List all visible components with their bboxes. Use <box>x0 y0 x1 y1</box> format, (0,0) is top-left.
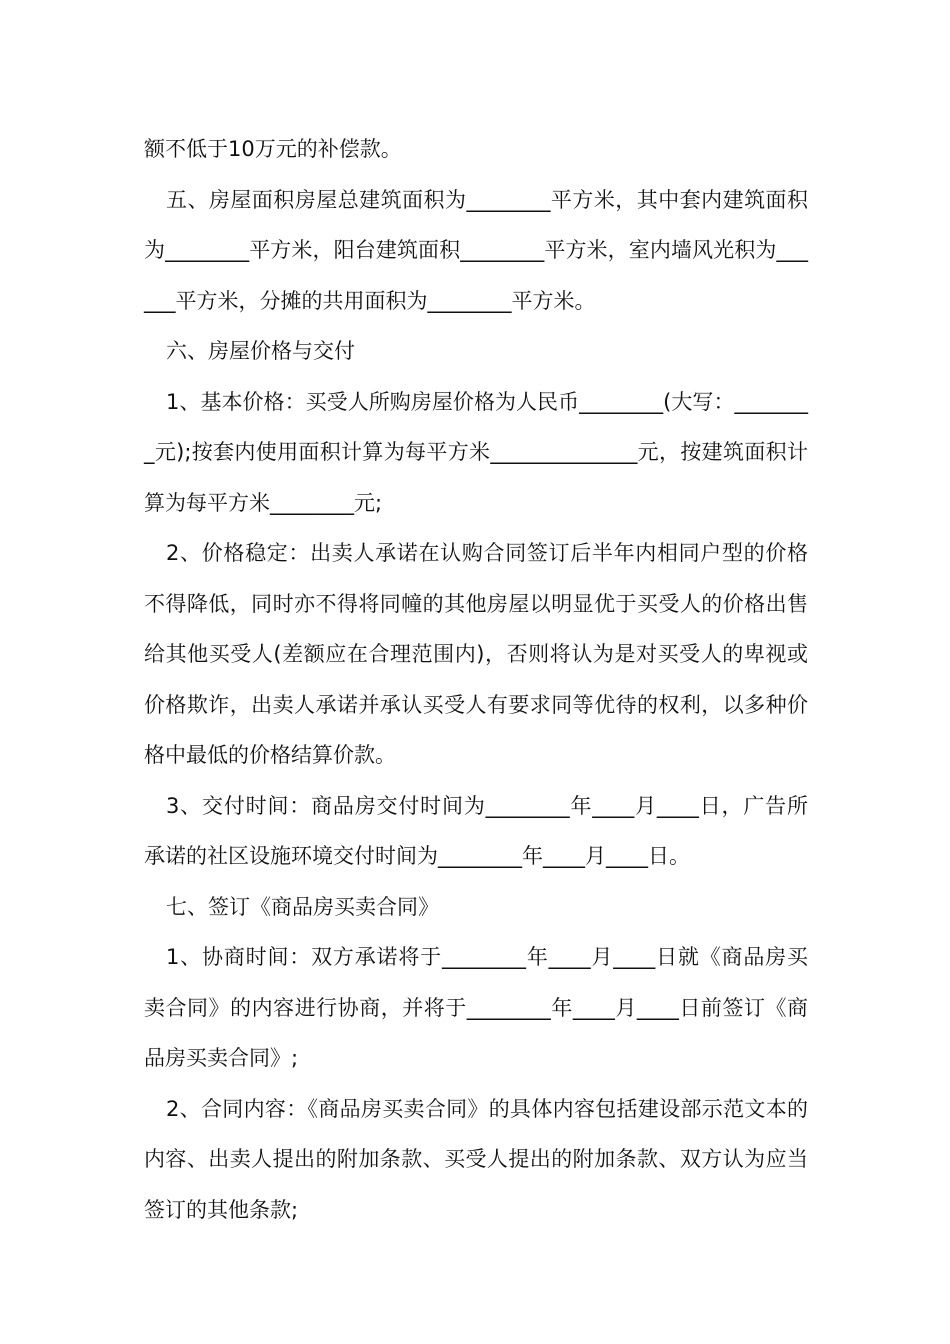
paragraph-basic-price: 1、基本价格：买受人所购房屋价格为人民币________(大写：________元);按套内使用面积计算为每平方米______________元，按建筑面积计算为每平方米________元; <box>144 389 808 515</box>
document-body <box>144 124 808 1235</box>
paragraph-compensation: 额不低于10万元的补偿款。 <box>144 137 402 161</box>
heading-section-7-signing: 七、签订《商品房买卖合同》 <box>166 894 439 919</box>
paragraph-section-5-area: 五、房屋面积房屋总建筑面积为________平方米，其中套内建筑面积为________平方米，阳台建筑面积________平方米，室内墙风光积为______平方米，分摊的共用面积为________平方米。 <box>144 187 808 313</box>
paragraph-delivery-time: 3、交付时间：商品房交付时间为________年____月____日，广告所承诺的社区设施环境交付时间为________年____月____日。 <box>144 793 808 868</box>
heading-section-6-price-delivery: 六、房屋价格与交付 <box>166 339 355 363</box>
paragraph-negotiation-time: 1、协商时间：双方承诺将于________年____月____日就《商品房买卖合同》的内容进行协商，并将于________年____月____日前签订《商品房买卖合同》; <box>144 945 808 1070</box>
paragraph-price-stability: 2、价格稳定：出卖人承诺在认购合同签订后半年内相同户型的价格不得降低，同时亦不得将同幢的其他房屋以明显优于买受人的价格出售给其他买受人(差额应在合理范围内)，否则将认为是对买受人的卑视或价格欺诈，出卖人承诺并承认买受人有要求同等优待的权利，以多种价格中最低的价格结算价款。 <box>144 541 808 767</box>
paragraph-contract-content: 2、合同内容：《商品房买卖合同》的具体内容包括建设部示范文本的内容、出卖人提出的附加条款、买受人提出的附加条款、双方认为应当签订的其他条款; <box>144 1096 808 1222</box>
